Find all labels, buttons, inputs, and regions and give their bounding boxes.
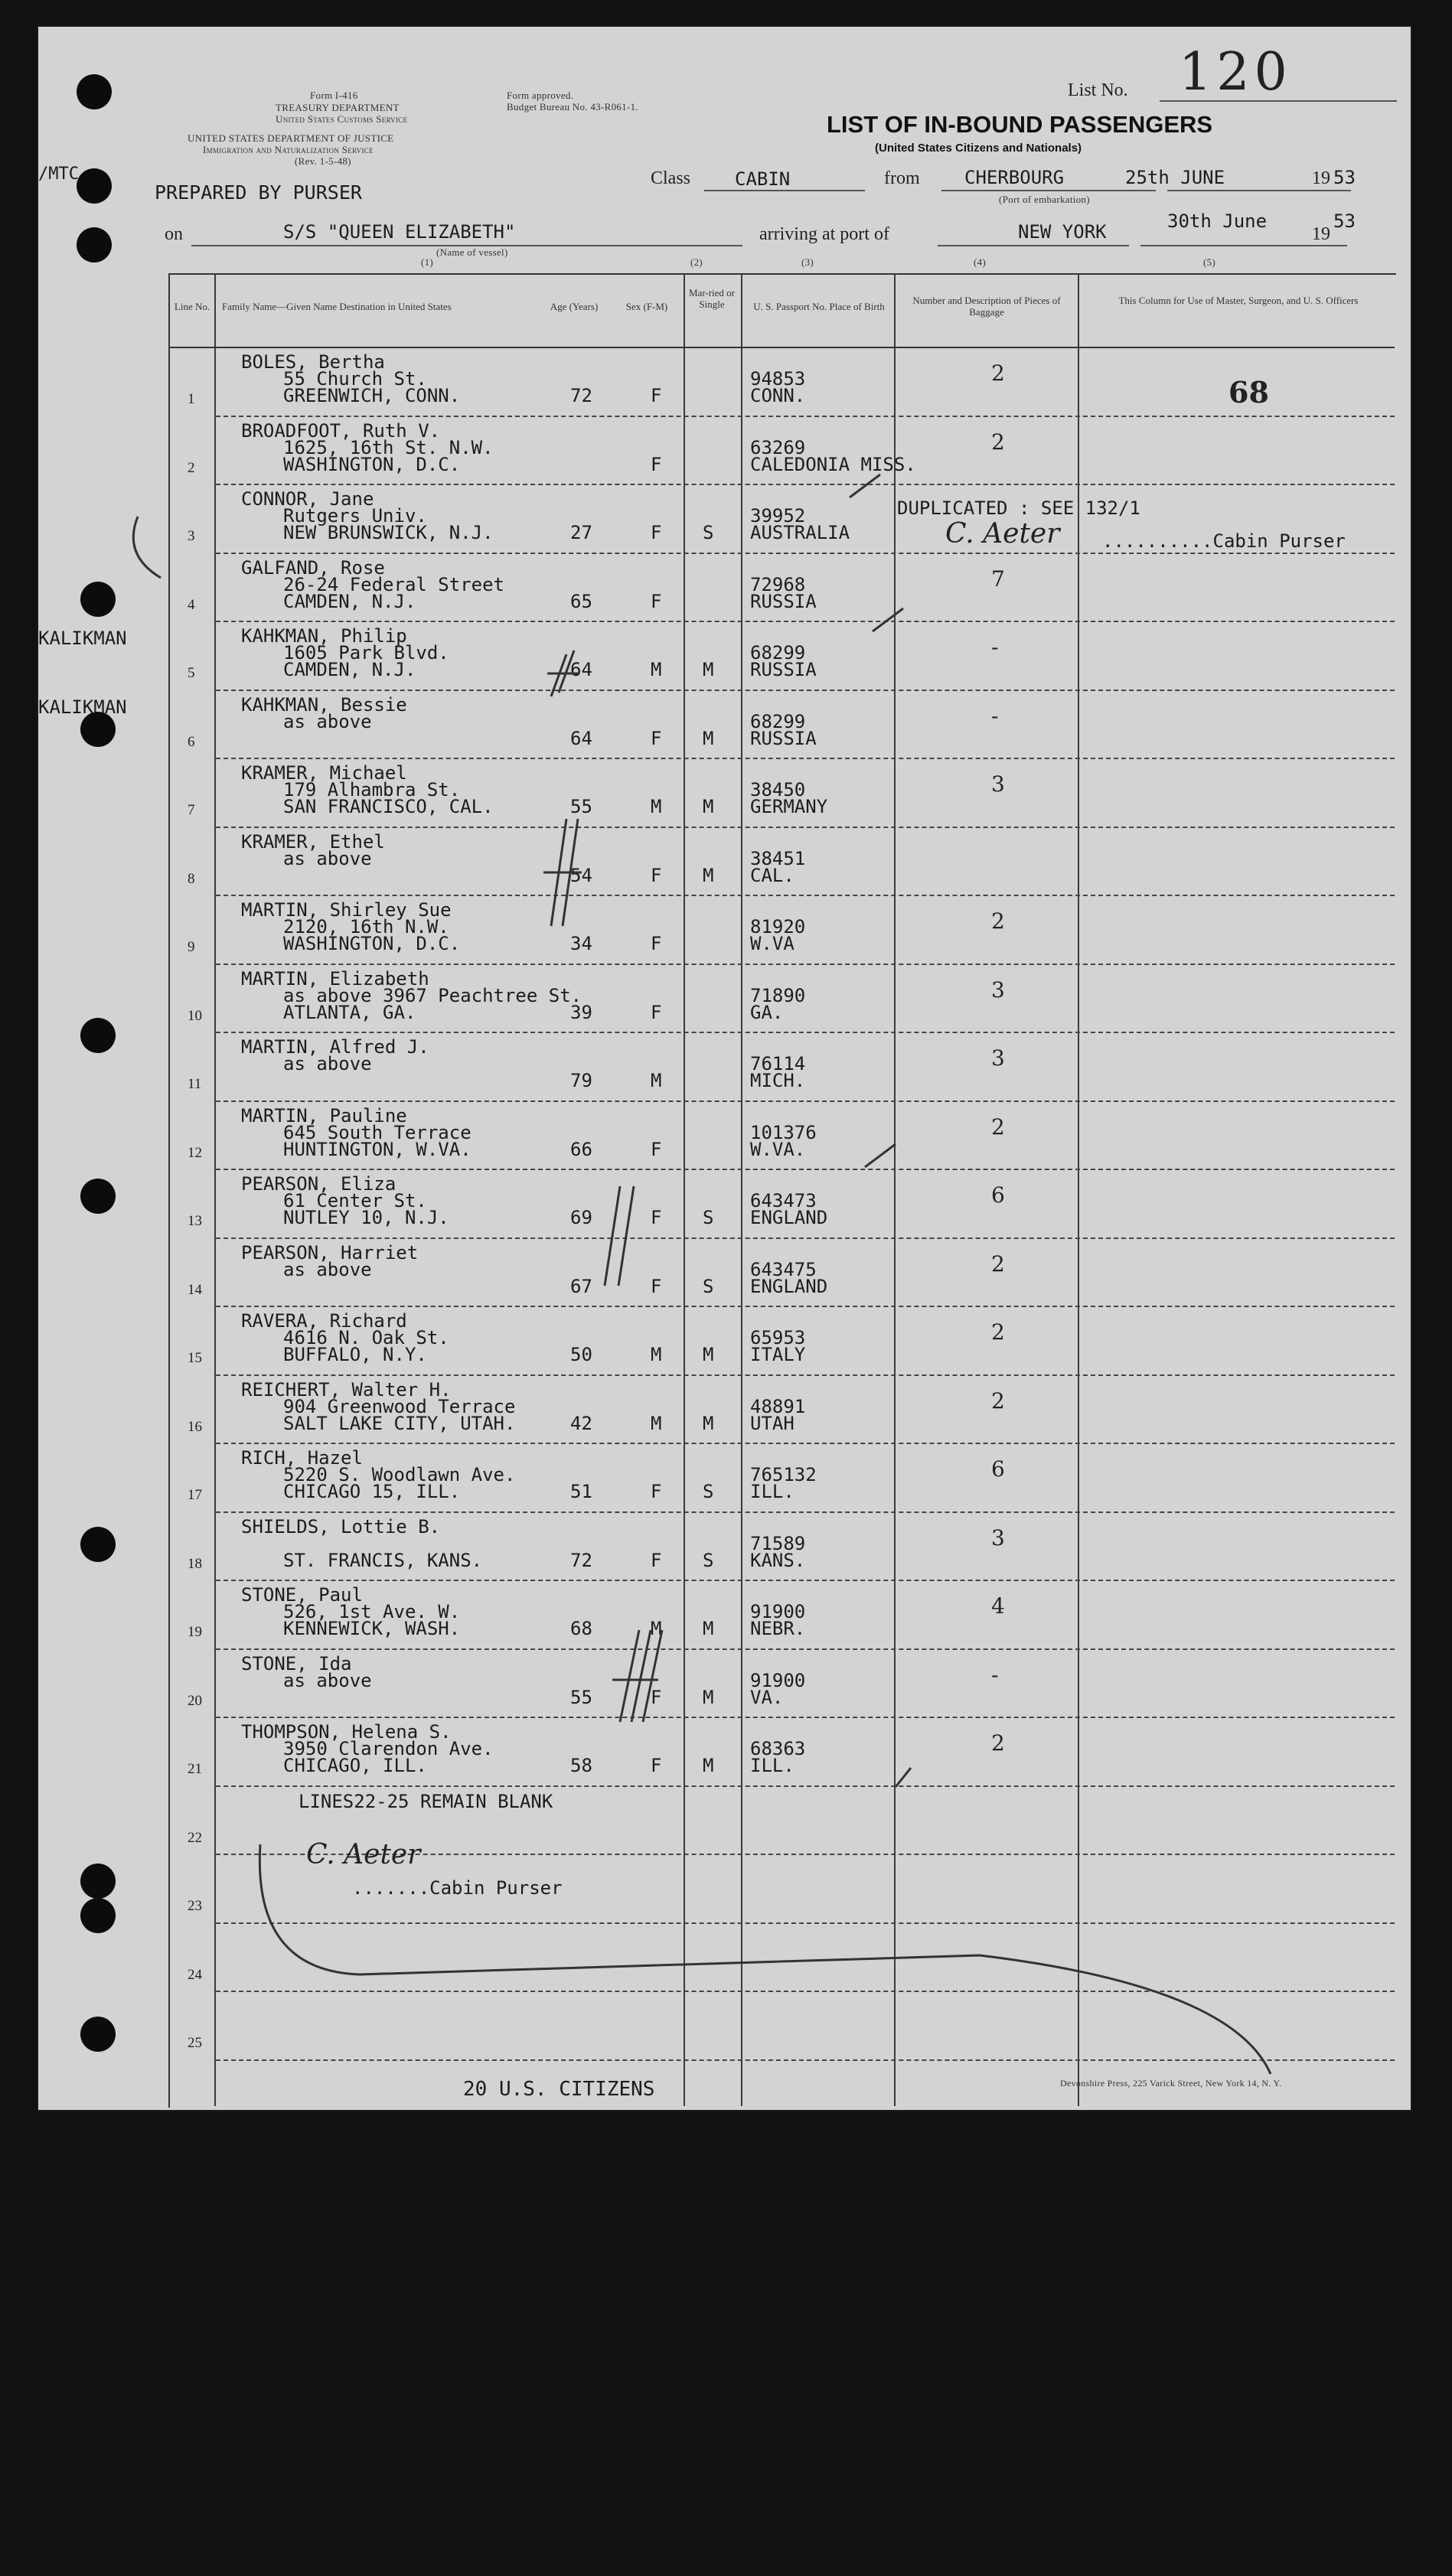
passenger-sex: F bbox=[651, 385, 662, 406]
passenger-destination: BUFFALO, N.Y. bbox=[283, 1344, 427, 1365]
list-no-handwritten: 120 bbox=[1179, 42, 1292, 103]
passenger-name: PEARSON, Eliza bbox=[241, 1173, 396, 1195]
place-of-birth: CONN. bbox=[750, 385, 806, 406]
passenger-sex: M bbox=[651, 796, 662, 817]
depart-year: 53 bbox=[1333, 167, 1356, 188]
depart-year-prefix: 19 bbox=[1312, 168, 1330, 188]
place-of-birth: RUSSIA bbox=[750, 590, 817, 612]
passport-number: 71890 bbox=[750, 984, 806, 1006]
passenger-sex: F bbox=[651, 727, 662, 749]
on-label: on bbox=[165, 224, 183, 244]
passenger-marital-status: S bbox=[703, 1275, 714, 1297]
passenger-destination: KENNEWICK, WASH. bbox=[283, 1618, 461, 1639]
col-num-3: (3) bbox=[801, 256, 814, 268]
line-number: 4 bbox=[188, 596, 195, 613]
place-of-birth: MICH. bbox=[750, 1070, 806, 1091]
line-number: 2 bbox=[188, 459, 195, 476]
baggage-count: 2 bbox=[991, 1114, 1005, 1140]
baggage-count: 7 bbox=[991, 566, 1005, 592]
passenger-sex: F bbox=[651, 1138, 662, 1160]
passenger-destination: WASHINGTON, D.C. bbox=[283, 933, 461, 954]
passenger-address: 55 Church St. bbox=[283, 368, 427, 390]
passenger-marital-status: S bbox=[703, 522, 714, 543]
arrival-year-prefix: 19 bbox=[1312, 224, 1330, 244]
line-number: 19 bbox=[188, 1624, 202, 1640]
baggage-count: 2 bbox=[991, 429, 1005, 455]
line-number: 21 bbox=[188, 1761, 202, 1777]
passenger-destination: CHICAGO 15, ILL. bbox=[283, 1481, 461, 1502]
baggage-count: 3 bbox=[991, 977, 1005, 1003]
passport-number: 91900 bbox=[750, 1669, 806, 1691]
passenger-destination: ST. FRANCIS, KANS. bbox=[283, 1549, 483, 1571]
line-number: 13 bbox=[188, 1213, 202, 1229]
pencil-bracket bbox=[259, 1844, 1271, 2074]
pencil-tick bbox=[605, 1186, 634, 1286]
passenger-destination: NEW BRUNSWICK, N.J. bbox=[283, 522, 494, 543]
passenger-age: 34 bbox=[570, 933, 592, 954]
passport-number: 71589 bbox=[750, 1532, 806, 1554]
baggage-count: - bbox=[991, 634, 999, 660]
passenger-age: 69 bbox=[570, 1207, 592, 1228]
place-of-birth: VA. bbox=[750, 1686, 784, 1708]
baggage-count: 2 bbox=[991, 1319, 1005, 1345]
passenger-sex: M bbox=[651, 1412, 662, 1434]
passenger-name: MARTIN, Elizabeth bbox=[241, 967, 429, 990]
passenger-sex: F bbox=[651, 1207, 662, 1228]
passenger-age: 50 bbox=[570, 1344, 592, 1365]
baggage-count: 2 bbox=[991, 1387, 1005, 1414]
place-of-birth: ENGLAND bbox=[750, 1275, 828, 1297]
baggage-count: 3 bbox=[991, 771, 1005, 797]
passenger-sex: F bbox=[651, 1481, 662, 1502]
margin-note: KALIKMAN bbox=[38, 696, 127, 718]
passenger-destination: NUTLEY 10, N.J. bbox=[283, 1207, 449, 1228]
dept-treasury: TREASURY DEPARTMENT bbox=[276, 102, 400, 113]
passenger-name: STONE, Ida bbox=[241, 1652, 352, 1674]
place-of-birth: AUSTRALIA bbox=[750, 522, 850, 543]
passenger-sex: F bbox=[651, 1686, 662, 1708]
passenger-destination: HUNTINGTON, W.VA. bbox=[283, 1138, 471, 1160]
baggage-count: 3 bbox=[991, 1045, 1005, 1071]
passenger-name: MARTIN, Pauline bbox=[241, 1104, 407, 1127]
place-of-birth: CALEDONIA MISS. bbox=[750, 453, 916, 475]
passenger-marital-status: S bbox=[703, 1549, 714, 1571]
passenger-address: 645 South Terrace bbox=[283, 1121, 471, 1143]
passenger-sex: F bbox=[651, 1001, 662, 1023]
lines-remain-blank: LINES22-25 REMAIN BLANK bbox=[299, 1791, 553, 1812]
line-number: 17 bbox=[188, 1487, 202, 1503]
line-number: 3 bbox=[188, 528, 195, 544]
line-number: 8 bbox=[188, 870, 195, 887]
passenger-age: 64 bbox=[570, 727, 592, 749]
passenger-address: as above bbox=[283, 1053, 372, 1074]
passport-number: 38451 bbox=[750, 847, 806, 869]
passenger-name: MARTIN, Alfred J. bbox=[241, 1036, 429, 1058]
passenger-name: KRAMER, Michael bbox=[241, 762, 407, 784]
passenger-age: 55 bbox=[570, 796, 592, 817]
passenger-destination: CAMDEN, N.J. bbox=[283, 659, 416, 680]
passenger-address: 61 Center St. bbox=[283, 1190, 427, 1211]
pencil-tick bbox=[612, 1630, 662, 1722]
place-of-birth: W.VA bbox=[750, 933, 795, 954]
place-of-birth: ITALY bbox=[750, 1344, 806, 1365]
passenger-name: CONNOR, Jane bbox=[241, 488, 374, 510]
passport-number: 68299 bbox=[750, 642, 806, 664]
passenger-sex: M bbox=[651, 1070, 662, 1091]
passport-number: 48891 bbox=[750, 1395, 806, 1417]
passport-number: 68299 bbox=[750, 710, 806, 732]
budget-bureau: Budget Bureau No. 43-R061-1. bbox=[507, 101, 638, 112]
passenger-name: RAVERA, Richard bbox=[241, 1310, 407, 1332]
passenger-age: 68 bbox=[570, 1618, 592, 1639]
baggage-count: - bbox=[991, 703, 999, 729]
passenger-sex: M bbox=[651, 1618, 662, 1639]
passport-number: 39952 bbox=[750, 505, 806, 527]
class-label: Class bbox=[651, 168, 691, 188]
depart-date: 25th JUNE bbox=[1125, 167, 1225, 188]
col-head-name: Family Name—Given Name Destination in United States bbox=[222, 301, 452, 312]
passenger-age: 55 bbox=[570, 1686, 592, 1708]
baggage-count: 3 bbox=[991, 1524, 1005, 1550]
passenger-name: GALFAND, Rose bbox=[241, 556, 385, 579]
citizens-count: 20 U.S. CITIZENS bbox=[463, 2078, 655, 2101]
passenger-destination: ATLANTA, GA. bbox=[283, 1001, 416, 1023]
passenger-marital-status: M bbox=[703, 1344, 714, 1365]
passport-number: 101376 bbox=[750, 1121, 817, 1143]
col-head-officers: This Column for Use of Master, Surgeon, and U. S. Officers bbox=[1118, 295, 1359, 306]
place-of-birth: W.VA. bbox=[750, 1138, 806, 1160]
baggage-count: 2 bbox=[991, 908, 1005, 934]
passenger-address: 526, 1st Ave. W. bbox=[283, 1601, 461, 1622]
from-label: from bbox=[884, 168, 920, 188]
col-num-1: (1) bbox=[421, 256, 434, 268]
passenger-sex: M bbox=[651, 1344, 662, 1365]
passenger-sex: F bbox=[651, 1755, 662, 1776]
passenger-destination: SAN FRANCISCO, CAL. bbox=[283, 796, 494, 817]
col-head-line: Line No. bbox=[174, 301, 210, 312]
passenger-address: 1605 Park Blvd. bbox=[283, 642, 449, 664]
place-of-birth: GA. bbox=[750, 1001, 784, 1023]
passenger-address: 3950 Clarendon Ave. bbox=[283, 1738, 494, 1759]
list-no-label: List No. bbox=[1068, 80, 1128, 100]
passenger-marital-status: M bbox=[703, 864, 714, 886]
line-number: 1 bbox=[188, 391, 195, 407]
line-number: 18 bbox=[188, 1555, 202, 1572]
passenger-address: 4616 N. Oak St. bbox=[283, 1327, 449, 1348]
passenger-name: PEARSON, Harriet bbox=[241, 1241, 419, 1264]
passenger-marital-status: S bbox=[703, 1481, 714, 1502]
place-of-birth: ENGLAND bbox=[750, 1207, 828, 1228]
passenger-name: REICHERT, Walter H. bbox=[241, 1378, 452, 1400]
col-num-2: (2) bbox=[690, 256, 703, 268]
class-value: CABIN bbox=[735, 168, 791, 190]
vessel-label: (Name of vessel) bbox=[436, 246, 508, 258]
pencil-marks bbox=[38, 27, 1411, 2110]
dept-treasury-sub: United States Customs Service bbox=[276, 113, 408, 125]
line-number: 9 bbox=[188, 939, 195, 955]
baggage-count: 6 bbox=[991, 1456, 1005, 1482]
purser-signature: C. Aeter bbox=[306, 1839, 421, 1870]
line-number: 12 bbox=[188, 1144, 202, 1161]
passenger-age: 51 bbox=[570, 1481, 592, 1502]
pencil-bracket bbox=[133, 517, 161, 578]
passport-number: 68363 bbox=[750, 1738, 806, 1759]
passenger-name: BOLES, Bertha bbox=[241, 351, 385, 373]
passenger-sex: M bbox=[651, 659, 662, 680]
page-subtitle: (United States Citizens and Nationals) bbox=[875, 142, 1082, 155]
passport-number: 643475 bbox=[750, 1258, 817, 1280]
mtc-mark: /MTC bbox=[38, 165, 79, 184]
passenger-age: 58 bbox=[570, 1755, 592, 1776]
passenger-address: 904 Greenwood Terrace bbox=[283, 1395, 516, 1417]
place-of-birth: RUSSIA bbox=[750, 727, 817, 749]
prepared-by: PREPARED BY PURSER bbox=[155, 181, 362, 204]
passenger-sex: F bbox=[651, 933, 662, 954]
dept-justice: UNITED STATES DEPARTMENT OF JUSTICE bbox=[188, 132, 394, 144]
place-of-birth: UTAH bbox=[750, 1412, 795, 1434]
col-head-passport: U. S. Passport No. Place of Birth bbox=[753, 301, 885, 312]
vessel-name: S/S "QUEEN ELIZABETH" bbox=[283, 221, 516, 243]
place-of-birth: NEBR. bbox=[750, 1618, 806, 1639]
passport-number: 94853 bbox=[750, 368, 806, 390]
duplicated-note: DUPLICATED : SEE 132/1 bbox=[897, 497, 1140, 519]
passenger-name: THOMPSON, Helena S. bbox=[241, 1721, 452, 1743]
place-of-birth: RUSSIA bbox=[750, 659, 817, 680]
passenger-age: 72 bbox=[570, 1549, 592, 1571]
place-of-birth: KANS. bbox=[750, 1549, 806, 1571]
line-number: 5 bbox=[188, 665, 195, 681]
place-of-birth: CAL. bbox=[750, 864, 795, 886]
passenger-address: 1625, 16th St. N.W. bbox=[283, 436, 494, 458]
passenger-name: KAHKMAN, Philip bbox=[241, 625, 407, 647]
from-value: CHERBOURG bbox=[964, 167, 1065, 188]
passenger-address: 5220 S. Woodlawn Ave. bbox=[283, 1464, 516, 1485]
passenger-age: 39 bbox=[570, 1001, 592, 1023]
passport-number: 765132 bbox=[750, 1464, 817, 1485]
passenger-destination: GREENWICH, CONN. bbox=[283, 385, 461, 406]
passport-number: 643473 bbox=[750, 1190, 817, 1211]
passenger-marital-status: M bbox=[703, 1618, 714, 1639]
place-of-birth: GERMANY bbox=[750, 796, 828, 817]
passport-number: 38450 bbox=[750, 779, 806, 801]
line-number: 15 bbox=[188, 1350, 202, 1366]
passenger-name: MARTIN, Shirley Sue bbox=[241, 899, 452, 921]
passenger-marital-status: M bbox=[703, 1412, 714, 1434]
line-number: 25 bbox=[188, 2035, 202, 2051]
passenger-address: 26-24 Federal Street bbox=[283, 573, 504, 595]
passenger-destination: SALT LAKE CITY, UTAH. bbox=[283, 1412, 516, 1434]
passenger-age: 72 bbox=[570, 385, 592, 406]
passenger-marital-status: S bbox=[703, 1207, 714, 1228]
passenger-sex: F bbox=[651, 453, 662, 475]
passenger-age: 54 bbox=[570, 864, 592, 886]
passenger-name: STONE, Paul bbox=[241, 1584, 363, 1606]
pencil-tick bbox=[850, 474, 880, 497]
passenger-sex: F bbox=[651, 522, 662, 543]
passenger-name: BROADFOOT, Ruth V. bbox=[241, 419, 441, 442]
pencil-tick bbox=[896, 1768, 911, 1787]
passenger-destination: WASHINGTON, D.C. bbox=[283, 453, 461, 475]
line-number: 14 bbox=[188, 1281, 202, 1298]
passenger-address: 179 Alhambra St. bbox=[283, 779, 461, 801]
pencil-tick bbox=[543, 819, 582, 926]
port-embark-label: (Port of embarkation) bbox=[999, 194, 1090, 205]
passenger-address: as above bbox=[283, 847, 372, 869]
manifest-sheet bbox=[38, 27, 1411, 2110]
passenger-sex: F bbox=[651, 1275, 662, 1297]
arrival-date: 30th June bbox=[1167, 210, 1268, 232]
pencil-tick bbox=[865, 1144, 896, 1167]
passenger-marital-status: M bbox=[703, 659, 714, 680]
passenger-sex: F bbox=[651, 590, 662, 612]
passenger-age: 27 bbox=[570, 522, 592, 543]
passenger-marital-status: M bbox=[703, 1686, 714, 1708]
passport-number: 91900 bbox=[750, 1601, 806, 1622]
line-number: 22 bbox=[188, 1829, 202, 1846]
col-num-5: (5) bbox=[1203, 256, 1216, 268]
passenger-address: as above bbox=[283, 1258, 372, 1280]
purser-signature: C. Aeter bbox=[945, 518, 1060, 549]
dept-justice-sub: Immigration and Naturalization Service bbox=[203, 144, 374, 155]
page-title: LIST OF IN-BOUND PASSENGERS bbox=[827, 111, 1213, 138]
col-head-married: Mar-ried or Single bbox=[688, 287, 736, 310]
passenger-address: as above 3967 Peachtree St. bbox=[283, 984, 582, 1006]
line-number: 20 bbox=[188, 1692, 202, 1709]
col-head-age: Age (Years) bbox=[550, 301, 599, 312]
passenger-age: 64 bbox=[570, 659, 592, 680]
passenger-address: as above bbox=[283, 710, 372, 732]
passenger-marital-status: M bbox=[703, 796, 714, 817]
cabin-purser-1: ..........Cabin Purser bbox=[1102, 530, 1346, 552]
passenger-age: 66 bbox=[570, 1138, 592, 1160]
passenger-address: 2120, 16th N.W. bbox=[283, 916, 449, 937]
passenger-address: Rutgers Univ. bbox=[283, 505, 427, 527]
pencil-tick bbox=[547, 651, 578, 696]
passenger-name: KAHKMAN, Bessie bbox=[241, 693, 407, 716]
line-number: 10 bbox=[188, 1007, 202, 1024]
col-num-4: (4) bbox=[974, 256, 987, 268]
passenger-marital-status: M bbox=[703, 727, 714, 749]
passenger-name: RICH, Hazel bbox=[241, 1447, 363, 1469]
officer-mark: 68 bbox=[1228, 375, 1269, 409]
baggage-count: 4 bbox=[991, 1593, 1005, 1619]
baggage-count: 2 bbox=[991, 1251, 1005, 1277]
line-number: 7 bbox=[188, 802, 195, 818]
passport-number: 81920 bbox=[750, 916, 806, 937]
form-rev: (Rev. 1-5-48) bbox=[295, 155, 351, 167]
printer-imprint: Devonshire Press, 225 Varick Street, New York 14, N. Y. bbox=[1060, 2078, 1282, 2089]
place-of-birth: ILL. bbox=[750, 1481, 795, 1502]
baggage-count: 6 bbox=[991, 1182, 1005, 1208]
passenger-address: as above bbox=[283, 1669, 372, 1691]
place-of-birth: ILL. bbox=[750, 1755, 795, 1776]
passenger-marital-status: M bbox=[703, 1755, 714, 1776]
passenger-name: SHIELDS, Lottie B. bbox=[241, 1515, 441, 1537]
passenger-sex: F bbox=[651, 1549, 662, 1571]
passenger-destination: CHICAGO, ILL. bbox=[283, 1755, 427, 1776]
passenger-sex: F bbox=[651, 864, 662, 886]
line-number: 23 bbox=[188, 1898, 202, 1914]
margin-note: KALIKMAN bbox=[38, 628, 127, 649]
cabin-purser-2: .......Cabin Purser bbox=[352, 1877, 563, 1899]
passenger-age: 65 bbox=[570, 590, 592, 612]
passenger-age: 67 bbox=[570, 1275, 592, 1297]
line-number: 24 bbox=[188, 1966, 202, 1983]
arrival-port: NEW YORK bbox=[1018, 221, 1107, 243]
baggage-count: - bbox=[991, 1661, 999, 1687]
pencil-tick bbox=[873, 608, 903, 631]
col-head-baggage: Number and Description of Pieces of Baggage bbox=[912, 295, 1061, 318]
arrival-year: 53 bbox=[1333, 210, 1356, 232]
line-number: 6 bbox=[188, 733, 195, 750]
passport-number: 76114 bbox=[750, 1053, 806, 1074]
passport-number: 63269 bbox=[750, 436, 806, 458]
form-approved: Form approved. bbox=[507, 90, 574, 101]
passenger-destination: CAMDEN, N.J. bbox=[283, 590, 416, 612]
baggage-count: 2 bbox=[991, 1730, 1005, 1756]
passport-number: 65953 bbox=[750, 1327, 806, 1348]
baggage-count: 2 bbox=[991, 360, 1005, 386]
line-number: 11 bbox=[188, 1076, 202, 1092]
passenger-age: 79 bbox=[570, 1070, 592, 1091]
line-number: 16 bbox=[188, 1418, 202, 1435]
arriving-label: arriving at port of bbox=[759, 224, 889, 244]
form-id: Form I-416 bbox=[310, 90, 358, 101]
passenger-age: 42 bbox=[570, 1412, 592, 1434]
passenger-name: KRAMER, Ethel bbox=[241, 830, 385, 853]
passport-number: 72968 bbox=[750, 573, 806, 595]
col-head-sex: Sex (F-M) bbox=[625, 301, 668, 312]
